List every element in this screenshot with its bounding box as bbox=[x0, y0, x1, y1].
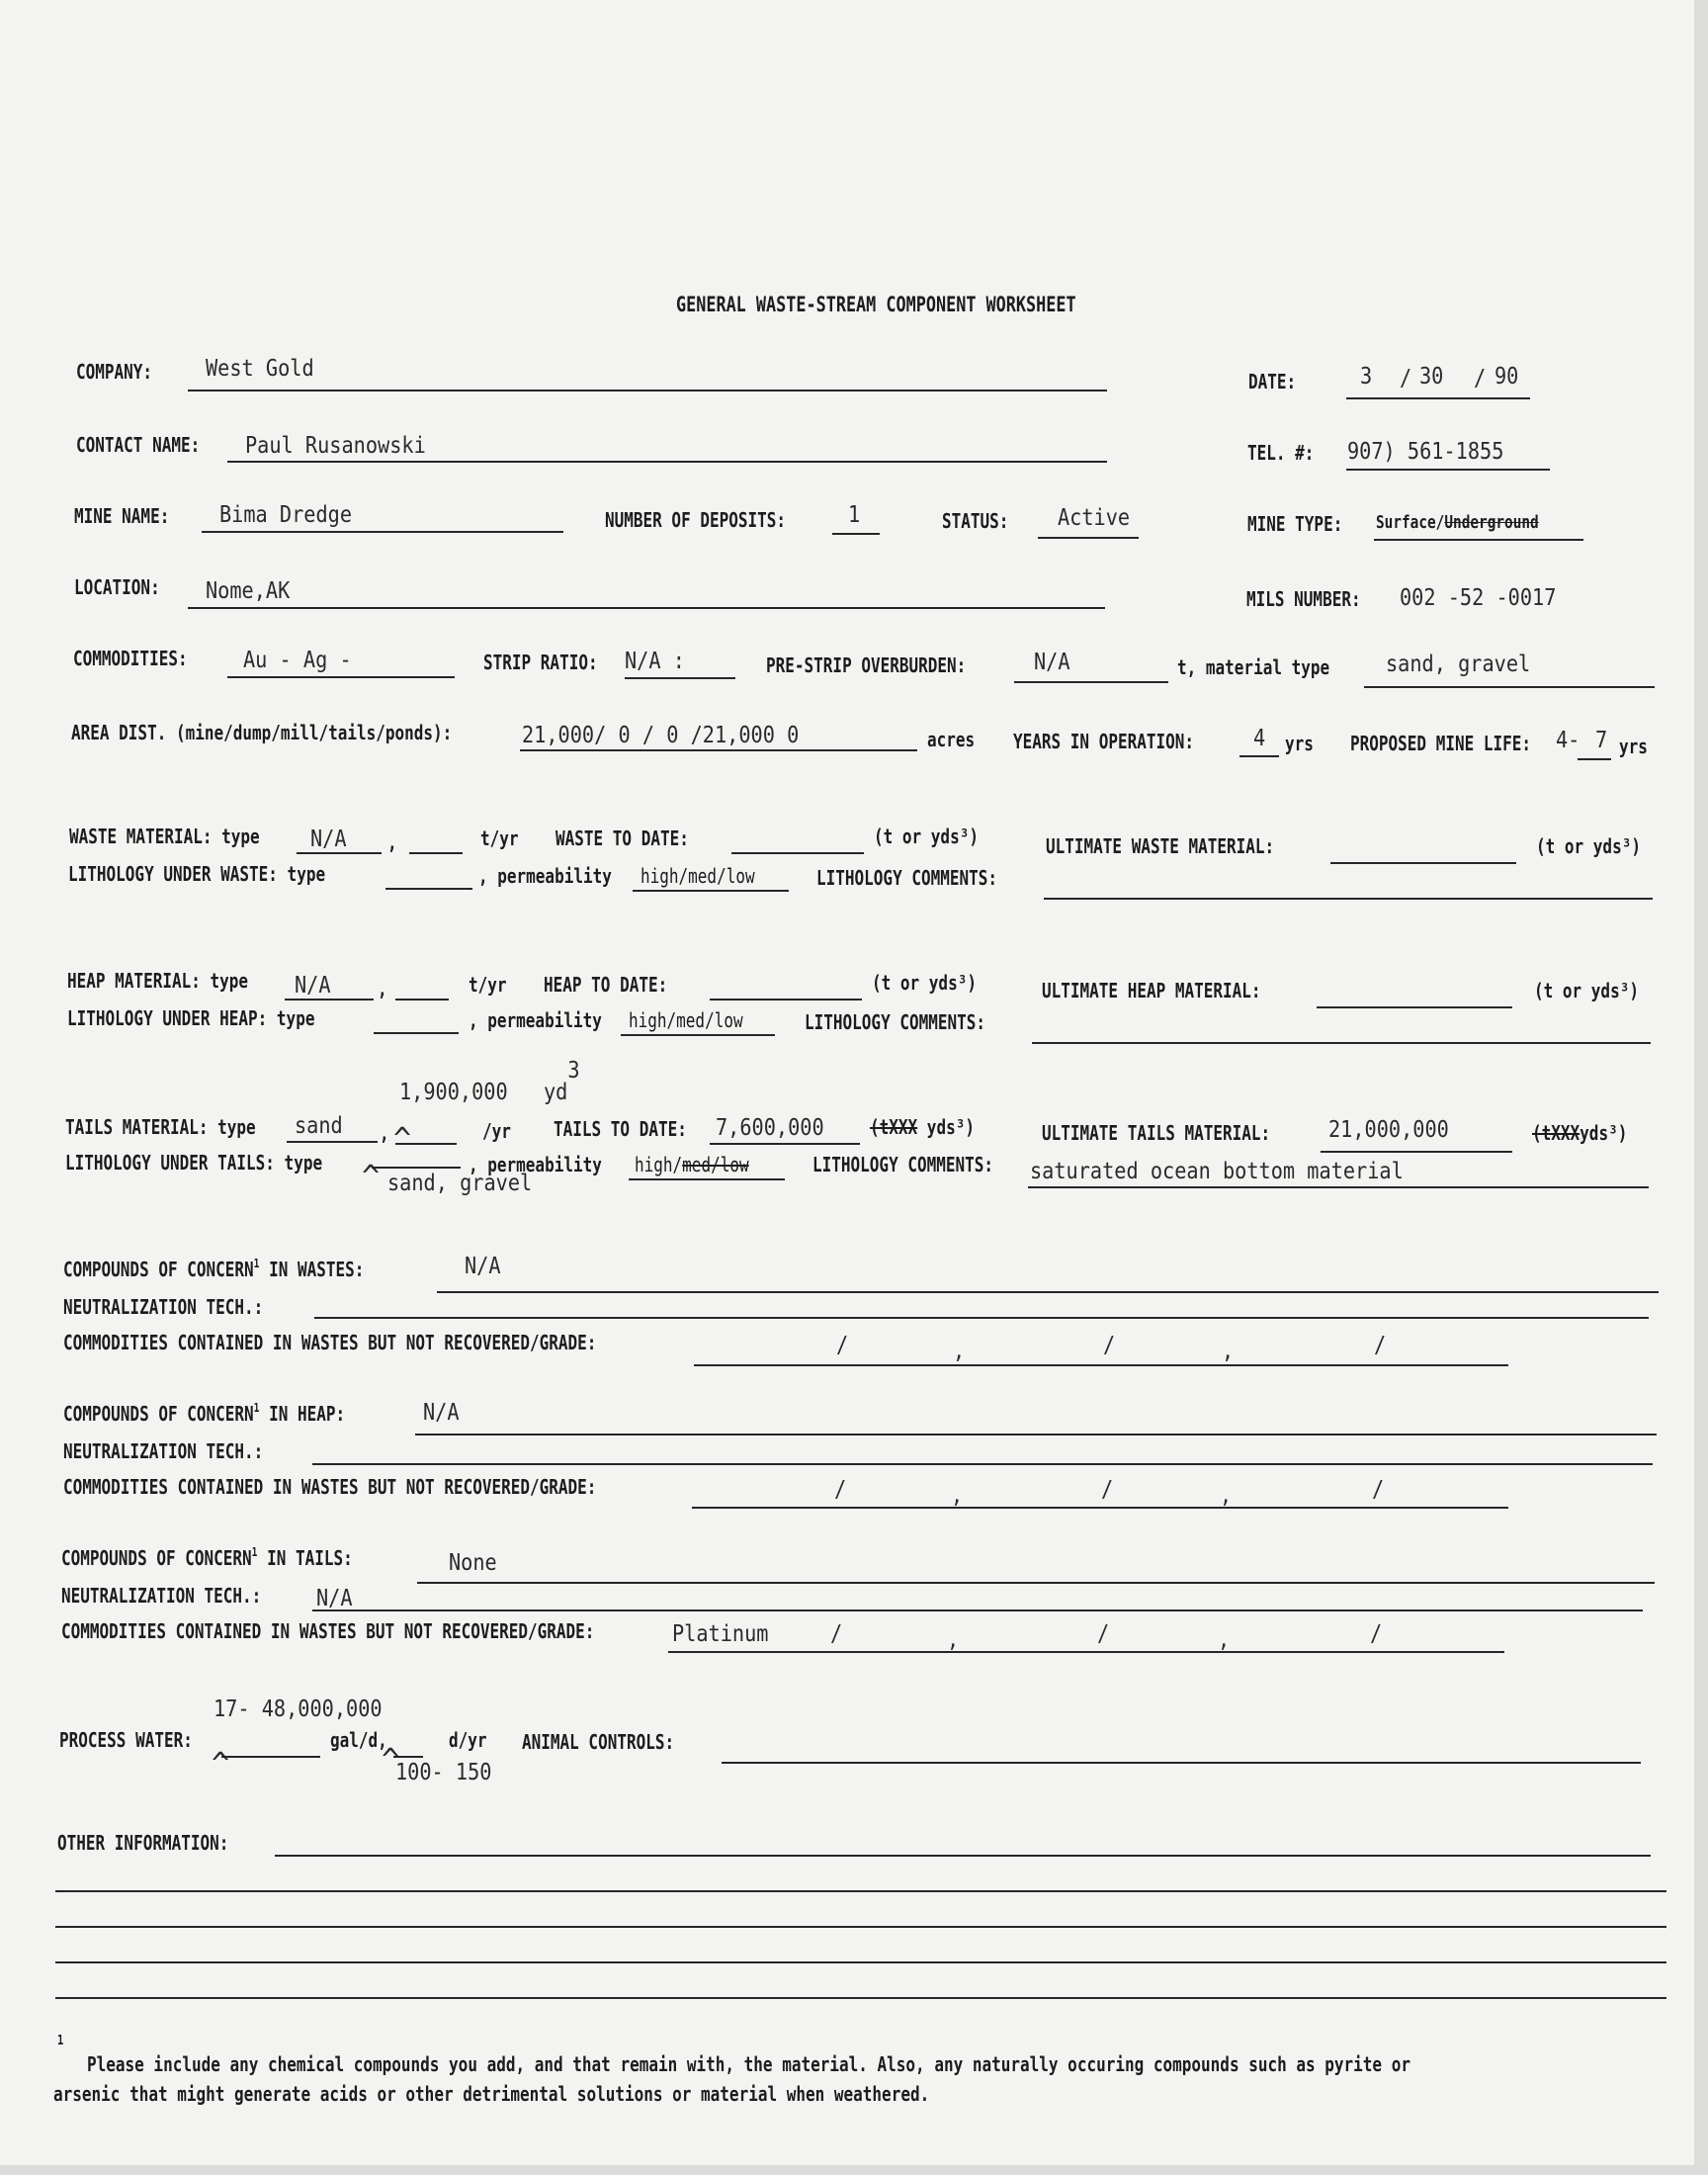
process-water-gal-caret: ^ bbox=[212, 1747, 230, 1782]
date-sep-1: / bbox=[1400, 366, 1412, 392]
tails-contained-label: COMMODITIES CONTAINED IN WASTES BUT NOT RECOVERED/GRADE: bbox=[61, 1619, 595, 1643]
tails-comments-label: LITHOLOGY COMMENTS: bbox=[812, 1153, 994, 1176]
tails-to-date-label: TAILS TO DATE: bbox=[554, 1117, 687, 1141]
wastes-grade-mark-2: , bbox=[953, 1339, 966, 1364]
heap-neutralization-line bbox=[312, 1463, 1653, 1465]
wastes-grade-mark-5: / bbox=[1374, 1333, 1387, 1358]
tails-ultimate-value: 21,000,000 bbox=[1328, 1117, 1449, 1143]
tails-perm-high: high/ bbox=[635, 1153, 683, 1176]
mine-type-value bbox=[1376, 514, 1539, 532]
heap-comments-label: LITHOLOGY COMMENTS: bbox=[805, 1010, 986, 1034]
tails-to-date-unit-yds: yds³) bbox=[917, 1115, 975, 1139]
tails-concern-footnote-mark: 1 bbox=[251, 1545, 258, 1559]
tails-perm-label: , permeability bbox=[469, 1153, 602, 1176]
status-value: Active bbox=[1058, 505, 1131, 531]
prestrip-line bbox=[1014, 681, 1168, 683]
years-value: 4 bbox=[1253, 726, 1266, 751]
tails-rate-caret: ^ bbox=[393, 1122, 412, 1157]
date-label: DATE: bbox=[1248, 370, 1297, 393]
heap-contained-label: COMMODITIES CONTAINED IN WASTES BUT NOT RECOVERED/GRADE: bbox=[63, 1475, 597, 1499]
tails-litho-caret: ^ bbox=[362, 1160, 381, 1194]
mine-type-surface: Surface/ bbox=[1376, 512, 1445, 533]
heap-perm-line bbox=[621, 1034, 775, 1036]
wastes-neutralization-line bbox=[314, 1317, 1649, 1319]
tails-rate-unit-sup: 3 bbox=[567, 1058, 580, 1084]
tails-perm-value bbox=[635, 1155, 749, 1174]
tails-to-date-unit bbox=[870, 1117, 975, 1137]
company-label: COMPANY: bbox=[76, 360, 153, 384]
heap-ultimate-line bbox=[1317, 1006, 1512, 1008]
wastes-concern-label-suffix: IN WASTES: bbox=[259, 1258, 365, 1281]
commodities-value: Au - Ag - bbox=[243, 648, 352, 673]
other-information-line-4 bbox=[55, 1961, 1666, 1963]
mine-name-line bbox=[202, 531, 563, 533]
location-line bbox=[188, 607, 1105, 609]
wastes-grade-mark-1: / bbox=[836, 1333, 849, 1358]
heap-concern-footnote-mark: 1 bbox=[253, 1401, 260, 1415]
heap-grade-mark-1: / bbox=[834, 1477, 847, 1503]
other-information-line-3 bbox=[55, 1926, 1666, 1928]
tails-concern-label bbox=[61, 1545, 353, 1570]
heap-concern-label-text: COMPOUNDS OF CONCERN bbox=[63, 1402, 254, 1426]
mine-name-value: Bima Dredge bbox=[219, 502, 353, 528]
material-type-line bbox=[1364, 686, 1655, 688]
tails-grade-mark-1: / bbox=[830, 1621, 843, 1647]
heap-to-date-label: HEAP TO DATE: bbox=[544, 973, 668, 997]
deposits-label: NUMBER OF DEPOSITS: bbox=[605, 508, 787, 532]
tails-concern-line bbox=[417, 1582, 1655, 1584]
wastes-grade-mark-4: , bbox=[1222, 1339, 1235, 1364]
footnote-line-1: Please include any chemical compounds you add, and that remain with, the material. Also, any naturally occuring compounds such as pyrite or bbox=[87, 2052, 1410, 2076]
years-label: YEARS IN OPERATION: bbox=[1013, 730, 1195, 753]
tails-neutralization-label: NEUTRALIZATION TECH.: bbox=[61, 1584, 262, 1608]
scan-edge-right bbox=[1694, 0, 1708, 2175]
tails-ultimate-unit-yds: yds³) bbox=[1580, 1121, 1628, 1145]
heap-litho-type-line bbox=[374, 1032, 459, 1034]
company-value: West Gold bbox=[206, 356, 314, 382]
waste-comments-line bbox=[1044, 898, 1653, 900]
process-water-gal-value: 17- 48,000,000 bbox=[214, 1696, 383, 1722]
waste-comma: , bbox=[387, 830, 397, 854]
tel-value: 907) 561-1855 bbox=[1347, 439, 1504, 465]
wastes-grade-mark-3: / bbox=[1103, 1333, 1116, 1358]
tails-to-date-line bbox=[710, 1143, 860, 1145]
mine-type-label: MINE TYPE: bbox=[1247, 512, 1343, 536]
waste-to-date-line bbox=[731, 852, 864, 854]
tails-rate-note: 1,900,000 bbox=[399, 1080, 508, 1105]
mine-life-label: PROPOSED MINE LIFE: bbox=[1350, 732, 1532, 755]
tails-litho-label: LITHOLOGY UNDER TAILS: type bbox=[65, 1151, 323, 1174]
company-line bbox=[188, 390, 1107, 392]
wastes-neutralization-label: NEUTRALIZATION TECH.: bbox=[63, 1295, 264, 1319]
heap-litho-label: LITHOLOGY UNDER HEAP: type bbox=[67, 1006, 315, 1030]
contact-line bbox=[227, 461, 1107, 463]
tails-to-date-value: 7,600,000 bbox=[716, 1115, 824, 1141]
tails-to-date-unit-struck: (tXXX bbox=[870, 1115, 918, 1139]
status-line bbox=[1038, 537, 1139, 539]
tails-perm-line bbox=[629, 1178, 785, 1180]
waste-litho-label: LITHOLOGY UNDER WASTE: type bbox=[68, 862, 326, 886]
tails-comma: , bbox=[380, 1121, 389, 1145]
tails-type-value: sand bbox=[295, 1113, 343, 1139]
date-line bbox=[1346, 397, 1530, 399]
tails-comments-line bbox=[1028, 1186, 1649, 1188]
tails-ultimate-label: ULTIMATE TAILS MATERIAL: bbox=[1042, 1121, 1271, 1145]
tails-material-label: TAILS MATERIAL: type bbox=[65, 1115, 256, 1139]
mils-label: MILS NUMBER: bbox=[1246, 587, 1361, 611]
wastes-concern-label bbox=[63, 1257, 365, 1281]
process-water-days-unit: d/yr bbox=[449, 1728, 487, 1752]
material-type-value: sand, gravel bbox=[1386, 652, 1531, 677]
tails-ultimate-unit bbox=[1532, 1123, 1627, 1143]
heap-contained-line bbox=[692, 1507, 1508, 1509]
process-water-label: PROCESS WATER: bbox=[59, 1728, 193, 1752]
tel-label: TEL. #: bbox=[1247, 441, 1315, 465]
waste-perm-value: high/med/low bbox=[640, 864, 755, 888]
material-type-label: t, material type bbox=[1177, 655, 1330, 679]
other-information-line-1 bbox=[275, 1855, 1651, 1857]
date-month: 3 bbox=[1360, 364, 1373, 390]
other-information-line-5 bbox=[55, 1997, 1666, 1999]
prestrip-value: N/A bbox=[1034, 650, 1070, 675]
wastes-concern-footnote-mark: 1 bbox=[253, 1257, 260, 1270]
prestrip-label: PRE-STRIP OVERBURDEN: bbox=[766, 653, 967, 677]
heap-ultimate-label: ULTIMATE HEAP MATERIAL: bbox=[1042, 979, 1261, 1002]
heap-type-value: N/A bbox=[295, 973, 331, 999]
date-sep-2: / bbox=[1474, 366, 1487, 392]
process-water-days-line bbox=[393, 1756, 423, 1758]
tails-concern-value: None bbox=[449, 1550, 497, 1576]
area-label: AREA DIST. (mine/dump/mill/tails/ponds): bbox=[71, 721, 453, 744]
date-day: 30 bbox=[1419, 364, 1444, 390]
animal-controls-line bbox=[722, 1762, 1641, 1764]
heap-to-date-line bbox=[710, 999, 862, 1000]
tails-concern-label-suffix: IN TAILS: bbox=[257, 1546, 353, 1570]
other-information-label: OTHER INFORMATION: bbox=[57, 1831, 229, 1855]
tails-contained-value: Platinum bbox=[672, 1621, 769, 1647]
waste-type-value: N/A bbox=[310, 826, 347, 852]
strip-ratio-value: N/A : bbox=[625, 649, 685, 674]
tails-neutralization-value: N/A bbox=[316, 1586, 353, 1611]
area-line bbox=[520, 749, 917, 751]
waste-perm-label: , permeability bbox=[478, 864, 612, 888]
heap-perm-value: high/med/low bbox=[629, 1008, 743, 1032]
tails-comments-value: saturated ocean bottom material bbox=[1030, 1159, 1404, 1184]
location-value: Nome,AK bbox=[206, 578, 291, 604]
wastes-contained-line bbox=[694, 1364, 1508, 1366]
tails-ultimate-unit-struck: (tXXX bbox=[1532, 1121, 1580, 1145]
tails-type-line bbox=[287, 1141, 378, 1143]
footnote-line-2: arsenic that might generate acids or other detrimental solutions or material when weathered. bbox=[53, 2082, 930, 2106]
tails-grade-mark-4: , bbox=[1218, 1627, 1231, 1653]
wastes-contained-label: COMMODITIES CONTAINED IN WASTES BUT NOT RECOVERED/GRADE: bbox=[63, 1331, 597, 1354]
mine-life-line bbox=[1578, 758, 1611, 760]
waste-to-date-unit: (t or yds³) bbox=[874, 825, 979, 848]
waste-material-label: WASTE MATERIAL: type bbox=[69, 825, 260, 848]
animal-controls-label: ANIMAL CONTROLS: bbox=[522, 1730, 675, 1754]
wastes-concern-label-text: COMPOUNDS OF CONCERN bbox=[63, 1258, 254, 1281]
waste-perm-line bbox=[633, 890, 789, 892]
mine-name-label: MINE NAME: bbox=[74, 504, 170, 528]
process-water-days-caret: ^ bbox=[382, 1743, 400, 1778]
deposits-value: 1 bbox=[848, 502, 861, 528]
process-water-gal-unit: gal/d, bbox=[330, 1728, 387, 1752]
tails-grade-mark-2: , bbox=[947, 1627, 960, 1653]
tails-grade-mark-3: / bbox=[1097, 1621, 1110, 1647]
process-water-gal-line bbox=[221, 1756, 320, 1758]
strip-ratio-line bbox=[625, 677, 735, 679]
strip-ratio-label: STRIP RATIO: bbox=[483, 651, 598, 674]
waste-comments-label: LITHOLOGY COMMENTS: bbox=[816, 866, 998, 890]
mine-life-unit: yrs bbox=[1619, 735, 1648, 758]
date-year: 90 bbox=[1494, 364, 1519, 390]
waste-litho-type-line bbox=[385, 888, 472, 890]
status-label: STATUS: bbox=[942, 509, 1009, 533]
location-label: LOCATION: bbox=[74, 575, 160, 599]
waste-to-date-label: WASTE TO DATE: bbox=[555, 826, 689, 850]
heap-grade-mark-5: / bbox=[1372, 1477, 1385, 1503]
heap-grade-mark-2: , bbox=[951, 1483, 964, 1509]
heap-concern-label bbox=[63, 1401, 346, 1426]
tails-perm-struck: med/low bbox=[682, 1153, 749, 1176]
heap-concern-value: N/A bbox=[423, 1400, 460, 1426]
tails-ultimate-line bbox=[1321, 1151, 1512, 1153]
mils-value: 002 -52 -0017 bbox=[1400, 585, 1557, 611]
waste-tyr: t/yr bbox=[480, 826, 519, 850]
contact-value: Paul Rusanowski bbox=[245, 433, 426, 459]
mine-type-underground: Underground bbox=[1444, 512, 1539, 533]
area-value: 21,000/ 0 / 0 /21,000 0 bbox=[522, 723, 800, 748]
heap-comments-line bbox=[1032, 1042, 1651, 1044]
heap-perm-label: , permeability bbox=[469, 1008, 602, 1032]
tails-rate-unit-text: yd bbox=[544, 1080, 568, 1105]
heap-material-label: HEAP MATERIAL: type bbox=[67, 969, 249, 993]
tails-grade-mark-5: / bbox=[1370, 1621, 1383, 1647]
acres-label: acres bbox=[927, 728, 976, 751]
heap-comma: , bbox=[378, 977, 387, 1000]
worksheet-title: GENERAL WASTE-STREAM COMPONENT WORKSHEET bbox=[676, 293, 1076, 316]
heap-rate-line bbox=[395, 999, 449, 1000]
heap-ultimate-unit: (t or yds³) bbox=[1534, 979, 1639, 1002]
mine-life-to: 7 bbox=[1595, 728, 1608, 753]
heap-grade-mark-3: / bbox=[1101, 1477, 1114, 1503]
contact-label: CONTACT NAME: bbox=[76, 433, 201, 457]
years-unit: yrs bbox=[1285, 732, 1314, 755]
heap-concern-line bbox=[415, 1434, 1657, 1436]
waste-ultimate-line bbox=[1330, 862, 1516, 864]
commodities-label: COMMODITIES: bbox=[73, 647, 188, 670]
mine-type-line bbox=[1374, 539, 1583, 541]
tails-litho-type-line bbox=[372, 1167, 461, 1169]
process-water-days-value: 100- 150 bbox=[395, 1760, 492, 1785]
waste-rate-line bbox=[409, 852, 463, 854]
wastes-concern-value: N/A bbox=[465, 1254, 501, 1279]
heap-type-line bbox=[285, 999, 374, 1000]
waste-ultimate-label: ULTIMATE WASTE MATERIAL: bbox=[1046, 834, 1275, 858]
heap-neutralization-label: NEUTRALIZATION TECH.: bbox=[63, 1439, 264, 1463]
deposits-line bbox=[832, 533, 880, 535]
scan-edge-bottom bbox=[0, 2165, 1708, 2175]
tails-tyr: /yr bbox=[482, 1119, 511, 1143]
tails-rate-line bbox=[395, 1143, 457, 1145]
commodities-line bbox=[227, 676, 455, 678]
heap-concern-label-suffix: IN HEAP: bbox=[259, 1402, 346, 1426]
tails-contained-line bbox=[668, 1651, 1504, 1653]
wastes-concern-line bbox=[437, 1291, 1659, 1293]
tails-concern-label-text: COMPOUNDS OF CONCERN bbox=[61, 1546, 252, 1570]
mine-life-from: 4- bbox=[1556, 728, 1580, 753]
heap-tyr: t/yr bbox=[469, 973, 507, 997]
heap-to-date-unit: (t or yds³) bbox=[872, 971, 977, 995]
footnote-mark: 1 bbox=[57, 2034, 64, 2048]
tails-rate-unit bbox=[544, 1058, 580, 1105]
heap-grade-mark-4: , bbox=[1220, 1483, 1233, 1509]
tel-line bbox=[1346, 469, 1550, 471]
waste-type-line bbox=[297, 852, 382, 854]
tails-litho-type-value: sand, gravel bbox=[387, 1171, 533, 1196]
years-line bbox=[1239, 755, 1279, 757]
waste-ultimate-unit: (t or yds³) bbox=[1536, 834, 1641, 858]
other-information-line-2 bbox=[55, 1890, 1666, 1892]
tails-neutralization-line bbox=[312, 1610, 1643, 1611]
